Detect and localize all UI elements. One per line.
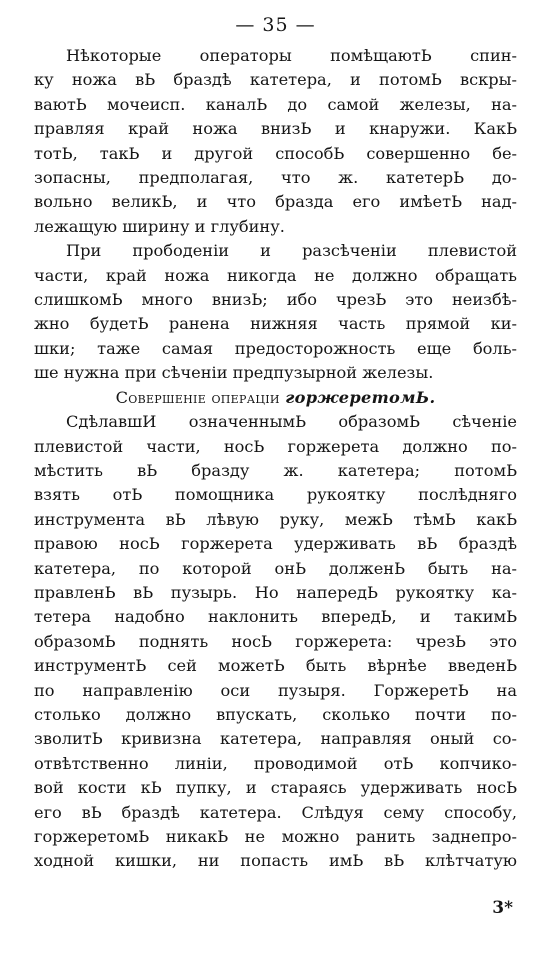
text-line: плевистой части, носЬ горжерета должно по- — [34, 436, 517, 456]
text-line: инструментЬ сей можетЬ быть вѣрнѣе введенЬ — [34, 656, 517, 676]
text-line: части, край ножа никогда не должно обращать — [34, 265, 517, 285]
text-line: Нѣкоторые операторы помѣщаютЬ спин- — [66, 46, 517, 65]
signature-mark: 3* — [492, 898, 513, 918]
text-line: ходной кишки, ни попасть имЬ вЬ клѣтчатую — [34, 851, 517, 871]
text-line: тотЬ, такЬ и другой способЬ совершенно бе- — [34, 143, 517, 163]
text-line: лежащую ширину и глубину. — [34, 216, 285, 236]
text-line: правленЬ вЬ пузырь. Но напередЬ рукоятку ка- — [34, 582, 517, 602]
text-line: слишкомЬ много внизЬ; ибо чрезЬ это неизбѣ- — [34, 290, 517, 310]
text-line: отвѣтственно линіи, проводимой отЬ копчико- — [34, 753, 517, 773]
text-line: При прободеніи и разсѣченіи плевистой — [66, 241, 517, 261]
text-line: вой кости кЬ пупку, и стараясь удерживать носЬ — [34, 778, 517, 798]
text-line: ше нужна при сѣченіи предпузырной железы. — [34, 363, 434, 383]
text-line: образомЬ поднять носЬ горжерета: чрезЬ это — [34, 631, 517, 651]
text-line: правою носЬ горжерета удерживать вЬ браздѣ — [34, 534, 517, 554]
heading-italic: горжеретомЬ. — [285, 387, 436, 407]
paragraph-3 — [34, 410, 517, 874]
text-line: жно будетЬ ранена нижняя часть прямой ки- — [34, 314, 517, 334]
text-line: зопасны, предполагая, что ж. катетерЬ до- — [34, 168, 517, 188]
text-line: шки; таже самая предосторожность еще боль- — [34, 338, 517, 358]
text-line: ку ножа вЬ браздѣ катетера, и потомЬ вскры- — [34, 70, 517, 90]
text-line: зволитЬ кривизна катетера, направляя оный со- — [34, 729, 517, 749]
text-line: катетера, по которой онЬ долженЬ быть на- — [34, 558, 517, 578]
text-line: горжеретомЬ никакЬ не можно ранить заднепро- — [34, 827, 517, 846]
text-line: ваютЬ мочеисп. каналЬ до самой железы, на- — [34, 94, 517, 114]
text-line: мѣстить вЬ бразду ж. катетера; потомЬ — [34, 460, 517, 480]
paragraph-2 — [34, 239, 517, 385]
heading-text: Совершеніе операціи — [115, 387, 280, 407]
text-line: его вЬ браздѣ катетера. Слѣдуя сему способу, — [34, 802, 517, 822]
text-line: СдѣлавшИ означеннымЬ образомЬ сѣченіе — [66, 412, 517, 432]
page-number: — 35 — — [235, 14, 316, 36]
section-heading — [34, 386, 517, 410]
paragraph-1 — [34, 44, 517, 239]
text-line: тетера надобно наклонить впередЬ, и такимЬ — [34, 607, 517, 627]
text-line: инструмента вЬ лѣвую руку, межЬ тѣмЬ какЬ — [34, 509, 517, 529]
text-line: взять отЬ помощника рукоятку послѣдняго — [34, 485, 517, 505]
text-line: столько должно впускать, сколько почти по- — [34, 704, 517, 724]
text-line: правляя край ножа внизЬ и кнаружи. КакЬ — [34, 119, 517, 139]
text-line: по направленію оси пузыря. ГоржеретЬ на — [34, 680, 517, 700]
text-line: вольно великЬ, и что бразда его имѣетЬ над- — [34, 192, 517, 212]
